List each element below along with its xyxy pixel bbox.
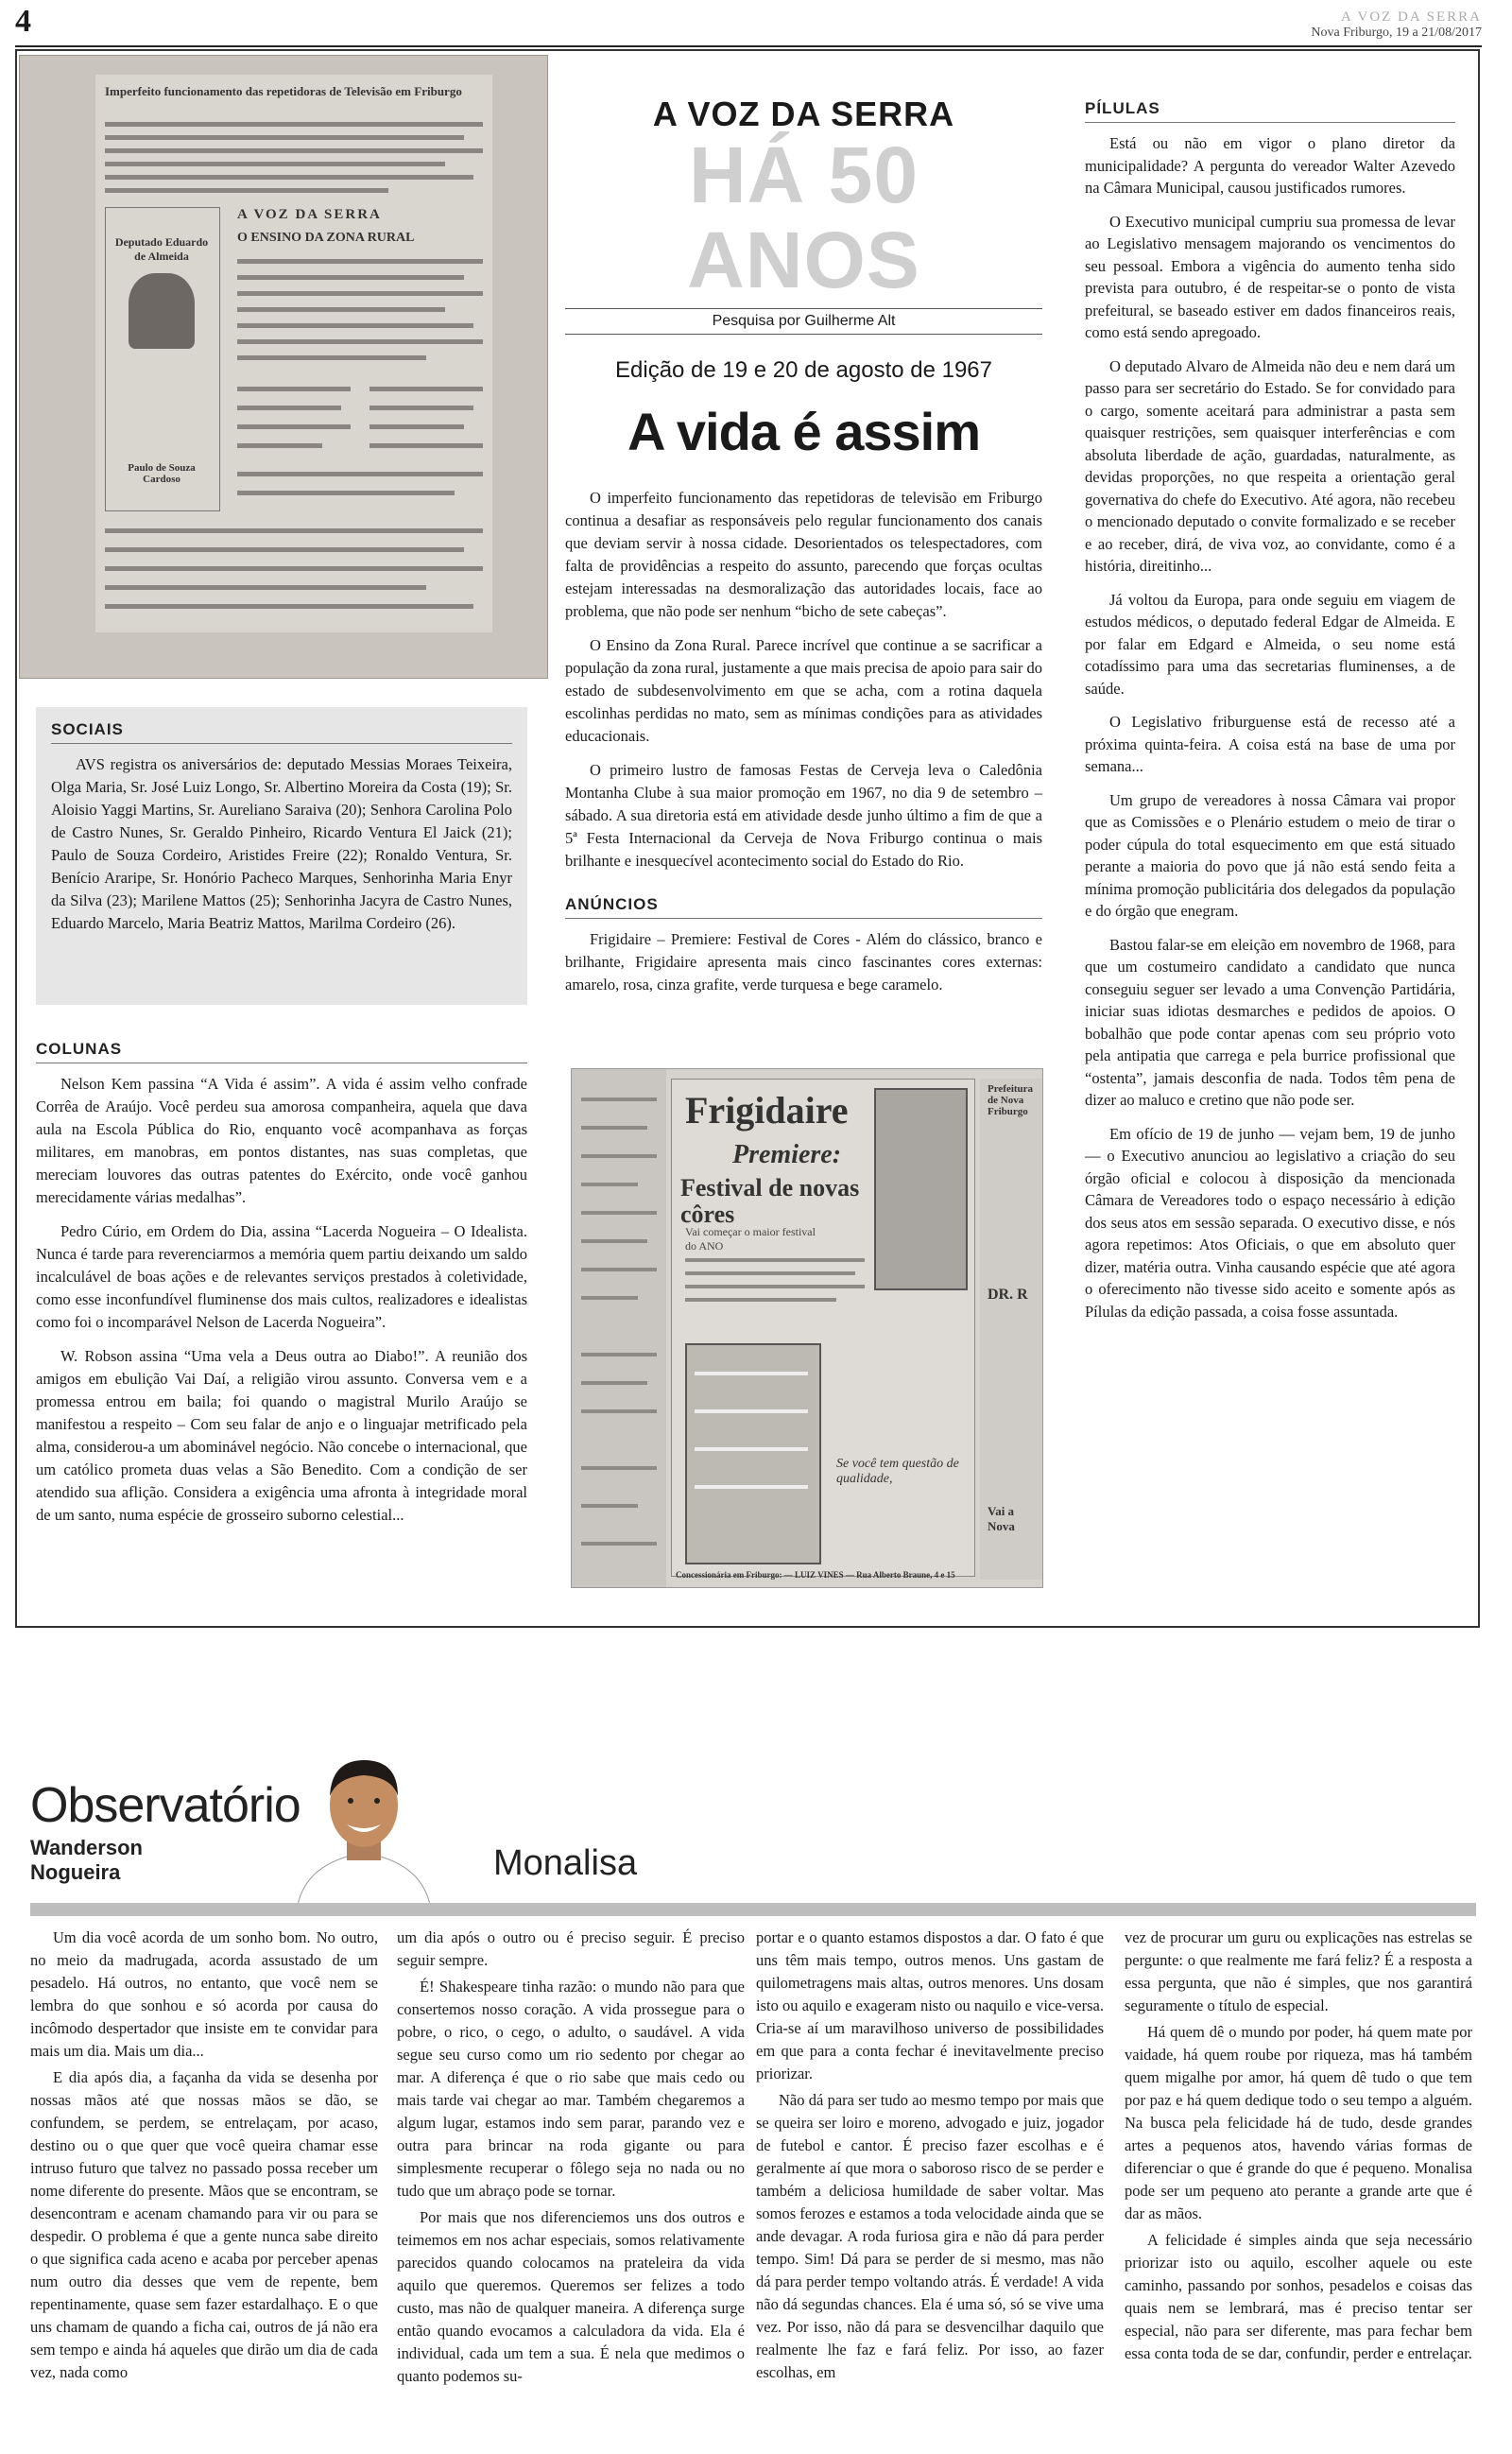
edition-line: Edição de 19 e 20 de agosto de 1967 [615,357,992,383]
author-photo [288,1749,439,1905]
author-first-name: Wanderson [30,1836,143,1859]
column-paragraph: Um dia você acorda de um sonho bom. No outro, no meio da madrugada, acorda assustado de um pesadelo. Há outros, no entanto, que você nem se lembra do que sonhou e só acorda por causa do incômodo despertador que insiste em te convidar para mais um dia. Mais um dia... [30,1928,378,2060]
column-paragraph: E dia após dia, a façanha da vida se desenha por nossas mãos até que nossas mãos se dão, se confundem, se perdem, se entrelaçam, por acaso, destino ou o que quer que você queira chamar esse intruso futuro que talvez no passado possa receber um nome diferente do presente. Mãos que se encontram, se desencontram e acenam chamando para vir ou para se despedir. O problema é que a gente nunca sabe direito o que significa cada aceno e acaba por perceber apenas num outro dia desses que vem de repente, bem repentinamente, quase sem fazer estardalhaço. E o que uns chamam de quando a ficha cai, outros de já não era sem tempo e ainda há aqueles que dirão um dia de cada vez, nada como [30,2068,378,2381]
colunas-section [36,1040,527,1538]
column-paragraph: portar e o quanto estamos dispostos a dar. O fato é que uns têm mais tempo, outros menos. Uns gastam de quilometragens mais altas, outros menores. Uns dosam isto ou aquilo e exageram nisto ou naquilo e vice-versa. Cria-se aí um maravilhoso universo de possibilidades em que para a conta fechar é inevitavelmente preciso priorizar. [756,1928,1104,2082]
pilulas-paragraph: Já voltou da Europa, para onde seguiu em viagem de estudos médicos, o deputado federal Edgar de Almeida. E por falar em Edgard e Almeida, o seu nome está cotadíssimo para uma das secretarias fluminenses, a de saúde. [1085,590,1455,698]
pilulas-paragraph: Bastou falar-se em eleição em novembro de 1968, para que um costumeiro candidato a candidato que nunca conseguiu seguer ser levado a uma Convenção Partidária, iniciar suas idiotas desmarches e pedidos de apoios. O bobalhão que pode contar apenas com seu próprio voto pela antipatia que carrega e pela burrice profissional que “ostenta”, jamais desconfia de nada. Todos têm pena de dizer ao maluco e cretino que não pode ser. [1085,935,1455,1109]
scan-masthead: A VOZ DA SERRA [237,207,382,222]
colunas-paragraph: W. Robson assina “Uma vela a Deus outra ao Diabo!”. A reunião dos amigos em ebulição Vai Daí, a religião virou assunto. Conversa vem e a promessa entrou em baila; foi quando o magistral Murilo Araújo se manifestou a respeito – Com seu falar de anjo e o linguajar metrificado pela alma, considerou-a um abominável negócio. Não concebe o internacional, que um católico prometa duas velas a São Benedito. Com a condição de ser atendido sua aflição. Considera a exigência uma afronta à integridade moral de um santo, numa espécie de grosseiro suborno celestial... [36,1347,527,1524]
anuncios-heading: ANÚNCIOS [565,895,1042,919]
sociais-heading: SOCIAIS [51,720,512,744]
scan-headline: Imperfeito funcionamento das repetidoras de Televisão em Friburgo [105,84,462,98]
colunas-paragraph: Pedro Cúrio, em Ordem do Dia, assina “Lacerda Nogueira – O Idealista. Nunca é tarde para reverenciarmos a memória quem partiu deixando um saldo incalculável de boas ações e de relevantes serviços prestados à coletividade, como esse inconfundível fluminense dos mais cultos, realizadores e idealistas como foi o incomparável Nelson de Lacerda Nogueira”. [36,1222,527,1331]
ad-fridge-closed [874,1088,968,1290]
sociais-text: AVS registra os aniversários de: deputado Messias Moraes Teixeira, Olga Maria, Sr. José Luiz Longo, Sr. Albertino Moreira da Costa (19); Sr. Aloisio Yaggi Martins, Sr. Aureliano Saraiva (20); Senhora Carolina Polo de Castro Nunes, Sr. Geraldo Pinheiro, Ricardo Ventura El Jaick (21); Paulo de Souza Cordeiro, Aristides Freire (22); Ronaldo Ventura, Sr. Benício Araripe, Sr. Honório Pacheco Marques, Senhorinha Maria Enyr da Silva (23); Marilene Mattos (25); Senhorinha Jacyra de Castro Nunes, Eduardo Marcelo, Maria Beatriz Mattos, Marilma Cordeiro (26). [51,755,512,932]
colunas-heading: COLUNAS [36,1040,527,1063]
column-text-4 [1125,1927,1472,2369]
column-author [30,1836,143,1885]
author-last-name: Nogueira [30,1860,121,1884]
sociais-box [36,707,527,1005]
ad-left-strip [572,1069,666,1588]
column-paragraph: um dia após o outro ou é preciso seguir. É preciso seguir sempre. [397,1928,745,1969]
archive-newspaper-image [19,55,548,679]
pilulas-paragraph: O deputado Alvaro de Almeida não deu e nem dará um passo para ser secretário do Estado. Se for convidado para o cargo, somente aceitará para administrar a pasta sem quaisquer restrições, sem quaisquer interferências e com absoluta liberdade de ação, guardadas, naturalmente, as devidas proporções, no que respeita a orientação geral governativa do chefe do Executivo. Até agora, não recebeu o mencionado deputado o convite formalizado e se receber e ao receber, dirá, de viva voz, ao convidante, como é a história, direitinho... [1085,356,1455,575]
pilulas-paragraph: Um grupo de vereadores à nossa Câmara vai propor que as Comissões e o Plenário estudem o meio de tirar o poder cúpula do total esquecimento em que está situado perante a maioria do povo que já não está sendo feita a mínima promoção publicitária dos delegados da população e do órgão que enegram. [1085,790,1455,920]
ad-subtitle: Premiere: [732,1140,842,1169]
column-title: Monalisa [493,1843,638,1883]
page-header [1311,9,1482,41]
ad-side-3: Vai a Nova [988,1504,1015,1533]
scan-caption: Deputado Eduardo de Almeida [114,235,209,263]
article-paragraph: O imperfeito funcionamento das repetidoras de televisão em Friburgo continua a desafiar as responsáveis pelo regular funcionamento dos canais que deviam servir à nossa cidade. Desorientados os telespectadores, com falta de providências a respeito do assunto, parecendo que forças ocultas estejam interessadas na desmoralização das autoridades locais, face ao problema, que não pode ser nenhum “bicho de sete cabeças”. [565,489,1042,620]
column-rule [30,1903,1476,1916]
ad-quote: Se você tem questão de qualidade, [836,1457,959,1486]
header-dateline: Nova Friburgo, 19 a 21/08/2017 [1311,26,1482,40]
colunas-paragraph: Nelson Kem passina “A Vida é assim”. A vida é assim velho confrade Corrêa de Araújo. Você perdeu sua amorosa companheira, aquela que dava aula na Escola Pública do Rio, enquanto você acompanhava as forças militares, em manobras, em pontos distantes, nas suas completas, que mereciam louvores das outras patentes do Exército, onde você ganhou merecidamente várias medalhas”. [36,1075,527,1206]
ad-brand: Frigidaire [685,1089,849,1132]
pilulas-heading: PÍLULAS [1085,99,1455,123]
pilulas-paragraph: O Legislativo friburguense está de recesso até a próxima quinta-feira. A coisa está na base de uma por semana... [1085,713,1455,775]
ad-tagline: Festival de novas côres [680,1174,860,1228]
header-rule [15,45,1482,47]
pilulas-column [1085,99,1455,1334]
header-publication: A VOZ DA SERRA [1341,9,1482,25]
article-paragraph: O Ensino da Zona Rural. Parece incrível que continue a se sacrificar a população da zona rural, justamente a que mais precisa de apoio para sair do estado de subdesenvolvimento em que se acha, com a rotina daquela escolinhas perdidas no mato, sem as mínimas condições para as atividades educacionais. [565,636,1042,745]
scan-caption-2: Paulo de Souza Cardoso [128,462,196,485]
article-paragraph: O primeiro lustro de famosas Festas de Cerveja leva o Caledônia Montanha Clube à sua maior promoção em 1967, no dia 9 de setembro – sábado. A sua diretoria está em atividade desde junho último a fim de que a 5ª Festa Internacional da Cerveja de Nova Friburgo continua o mais brilhante e inesquecível acontecimento social do Estado do Rio. [565,761,1042,870]
section-kicker: A VOZ DA SERRA [652,95,955,133]
pilulas-paragraph: Está ou não em vigor o plano diretor da municipalidade? A pergunta do vereador Walter Azevedo na Câmara Municipal, causou justificados rumores. [1085,134,1455,197]
column-section-title: Observatório [30,1778,301,1833]
ad-side-1: Prefeitura de Nova Friburgo [988,1083,1034,1117]
ad-side-2: DR. R [988,1287,1028,1303]
anuncios-text: Frigidaire – Premiere: Festival de Cores - Além do clássico, branco e brilhante, Frigidaire apresenta mais cinco fascinantes cores externas: amarelo, rosa, cinza grafite, verde turquesa e bege caramelo. [565,930,1042,994]
section-title: HÁ 50 ANOS [687,130,920,304]
column-paragraph: É! Shakespeare tinha razão: o mundo não para que consertemos nosso coração. A vida prossegue para o pobre, o rico, o cego, o adulto, o saudável. A vida segue seu curso como um rio sedento por chegar ao mar. A diferença é que o rio sabe que mais cedo ou mais tarde vai chegar ao mar. Também chegaremos a algum lugar, estamos indo sem parar, parando vez e outra para brincar na roda gigante ou para simplesmente recuperar o fôlego seja no nada ou no tudo que um abraço pode se tornar. [397,1978,745,2200]
center-article [565,57,1042,1008]
column-text-3 [756,1927,1104,2388]
column-paragraph: vez de procurar um guru ou explicações nas estrelas se pergunte: o que realmente me fará feliz? É a resposta a essa pergunta, que não é simples, que nos garantirá seguramente o título de especial. [1125,1928,1472,2014]
ad-fridge-open [685,1343,821,1564]
scan-section: O ENSINO DA ZONA RURAL [237,231,415,245]
pilulas-paragraph: O Executivo municipal cumpriu sua promessa de levar ao Legislativo mensagem majorando os vencimentos do seu pessoal. Embora a vigência do aumento tenha sido prevista para outubro, é de respeitar-se o ponto de vista prefeitural, se baseado estiver em dados financeiros reais, como está sendo apregoado. [1085,212,1455,341]
column-paragraph: Não dá para ser tudo ao mesmo tempo por mais que se queira ser loiro e moreno, advogado e juiz, jogador de futebol e cantor. É preciso fazer escolhas e é geralmente aí que mora o saboroso risco de se perder e também a deliciosa humildade de saber voltar. Mas somos ferozes e estamos a toda velocidade ainda que se ande devagar. A roda furiosa gira e não dá para perder tempo. Sim! Dá para se perder de si mesmo, mas não dá para perder tempo voltando atrás. É verdade! A vida não dá segundas chances. Ela é uma só, só se vive uma vez. Por isso, não dá para se desvencilhar daquilo que realmente lhe faz e fará feliz. Por isso, ao fazer escolhas, em [756,2091,1104,2381]
column-paragraph: Há quem dê o mundo por poder, há quem mate por vaidade, há quem roube por riqueza, mas há também quem migalhe por amor, há quem dê tudo o que tem por paz e há quem dedique todo o seu tempo a alguém. Na busca pela felicidade há de tudo, desde grandes artes a pequenos atos, havendo várias formas de diferenciar o que é grande do que é pequeno. Monalisa pode ser um pequeno ato perante a grande arte que é dar as mãos. [1125,2023,1472,2222]
scan-portrait [129,273,195,349]
byline: Pesquisa por Guilherme Alt [565,308,1042,335]
ad-footer: Concessionária em Friburgo: — LUIZ VINES — Rua Alberto Braune, 4 e 15 [676,1570,955,1580]
column-paragraph: Por mais que nos diferenciemos uns dos outros e teimemos em nos achar especiais, somos relativamente parecidos quando colocamos na prateleira da vida aquilo que queremos. Queremos ser felizes a todo custo, mas não de qualquer maneira. A diferença surge então quando evocamos a calculadora da vida. Ela é individual, cada um tem a sua. É nela que medimos o quanto podemos su- [397,2208,745,2385]
column-paragraph: A felicidade é simples ainda que seja necessário priorizar isto ou aquilo, escolher aquele ou este caminho, passando por sonhos, pesadelos e coisas das quais nem se lembrará, mas é preciso tentar ser especial, não para ser diferente, mas para fechar bem essa conta toda de se dar, confundir, perder e entrelaçar. [1125,2231,1472,2362]
ad-line1: Vai começar o maior festival do ANO [685,1225,816,1253]
pilulas-paragraph: Em ofício de 19 de junho — vejam bem, 19 de junho — o Executivo anunciou ao legislativo a criação do seu órgão oficial e colocou à disposição da mencionada Câmara de Vereadores todo o espaço necessário à edição dos seus atos em sessão separada. O executivo disse, e nós agora repetimos: Atos Oficiais, o que em absoluto quer dizer, matéria outra. Vinha causando espécie que até agora o oferecimento não tivesse sido aceito e somente após as Pílulas da edição passada, a coisa fosse assuntada. [1085,1124,1455,1321]
frigidaire-ad-image [571,1068,1043,1588]
column-text-1 [30,1927,378,2388]
article-headline: A vida é assim [627,402,981,461]
column-text-2 [397,1927,745,2392]
page-number: 4 [15,4,31,39]
